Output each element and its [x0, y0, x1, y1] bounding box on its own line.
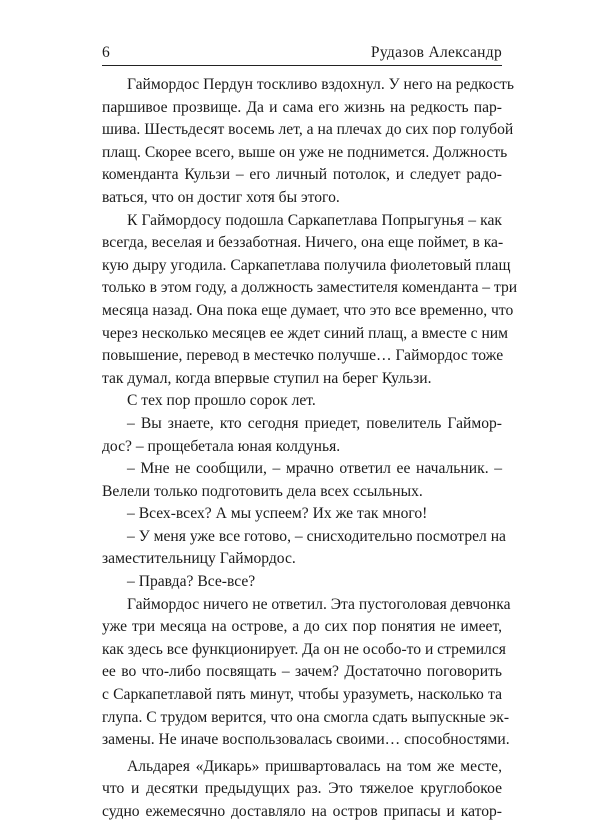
text-line: месяца назад. Она пока еще думает, что это все временно, что: [102, 301, 514, 319]
text-line: как здесь все функционирует. Да он не особо-то и стремился: [102, 640, 506, 658]
text-line: с Саркапетлавой пять минут, чтобы уразуметь, насколько та: [102, 686, 502, 704]
text-line: замены. Не иначе воспользовалась своими… способностями.: [102, 731, 510, 749]
text-line: повышение, перевод в местечко получше… Гаймордос тоже: [102, 347, 504, 365]
paragraph: [102, 74, 514, 210]
text-line: судно ежемесячно доставляло на остров припасы и катор-: [102, 803, 502, 820]
text-line: ваться, что он достиг хотя бы этого.: [102, 188, 340, 206]
paragraph: [102, 571, 502, 594]
text-line: заместительницу Гаймордос.: [102, 550, 296, 568]
paragraph: [102, 458, 502, 503]
text-line: дос? – прощебетала юная колдунья.: [102, 437, 341, 455]
text-line: – У меня уже все готово, – снисходительно посмотрел на: [127, 527, 506, 545]
paragraph: [102, 390, 502, 413]
paragraph: [102, 413, 502, 458]
text-line: Гаймордос Пердун тоскливо вздохнул. У него на редкость: [127, 76, 514, 93]
text-line: глупа. С трудом верится, что она смогла сдать выпускные эк-: [102, 708, 510, 726]
text-line: ее во что-либо посвящать – зачем? Достаточно поговорить: [102, 663, 502, 681]
text-line: – Всех-всех? А мы успеем? Их же так много!: [127, 505, 428, 523]
text-line: коменданта Кульзи – его личный потолок, и следует радо-: [102, 166, 502, 184]
text-line: Гаймордос ничего не ответил. Эта пустоголовая девчонка: [127, 595, 511, 613]
text-line: плащ. Скорее всего, выше он уже не поднимется. Должность: [102, 143, 508, 161]
text-line: Альдарея «Дикарь» пришвартовалась на том же месте,: [127, 757, 502, 775]
text-line: шива. Шестьдесят восемь лет, а на плечах до сих пор голубой: [102, 121, 514, 139]
text-line: – Мне не сообщили, – мрачно ответил ее начальник. –: [127, 460, 502, 478]
text-line: всегда, веселая и беззаботная. Ничего, она еще поймет, в ка-: [102, 234, 504, 252]
paragraph: [102, 210, 518, 391]
text-line: так думал, когда впервые ступил на берег Кульзи.: [102, 369, 432, 387]
text-line: только в этом году, а должность заместителя коменданта – три: [102, 279, 518, 297]
body-text: [102, 74, 518, 824]
text-line: – Вы знаете, кто сегодня приедет, повелитель Гаймор-: [127, 414, 502, 432]
paragraph: [102, 526, 506, 571]
text-line: Велели только подготовить дела всех ссыльных.: [102, 482, 423, 500]
paragraph: [102, 594, 511, 752]
text-line: – Правда? Все-все?: [127, 573, 256, 591]
text-line: К Гаймордосу подошла Саркапетлава Попрыгунья – как: [127, 211, 502, 229]
text-line: уже три месяца на острове, а до сих пор понятия не имеет,: [102, 618, 502, 636]
page-number: 6: [102, 44, 111, 61]
header-rule: [102, 65, 502, 66]
text-line: паршивое прозвище. Да и сама его жизнь на редкость пар-: [102, 98, 502, 116]
text-line: через несколько месяцев ее ждет синий плащ, а вместе с ним: [102, 324, 509, 342]
text-line: кую дыру угодила. Саркапетлава получила фиолетовый плащ: [102, 256, 511, 274]
running-title: Рудазов Александр: [370, 44, 502, 61]
page-header: [102, 40, 502, 62]
text-line: С тех пор прошло сорок лет.: [127, 392, 316, 410]
paragraph: [102, 756, 502, 824]
text-line: что и десятки предыдущих раз. Это тяжелое круглобокое: [102, 780, 502, 798]
paragraph: [102, 503, 502, 526]
